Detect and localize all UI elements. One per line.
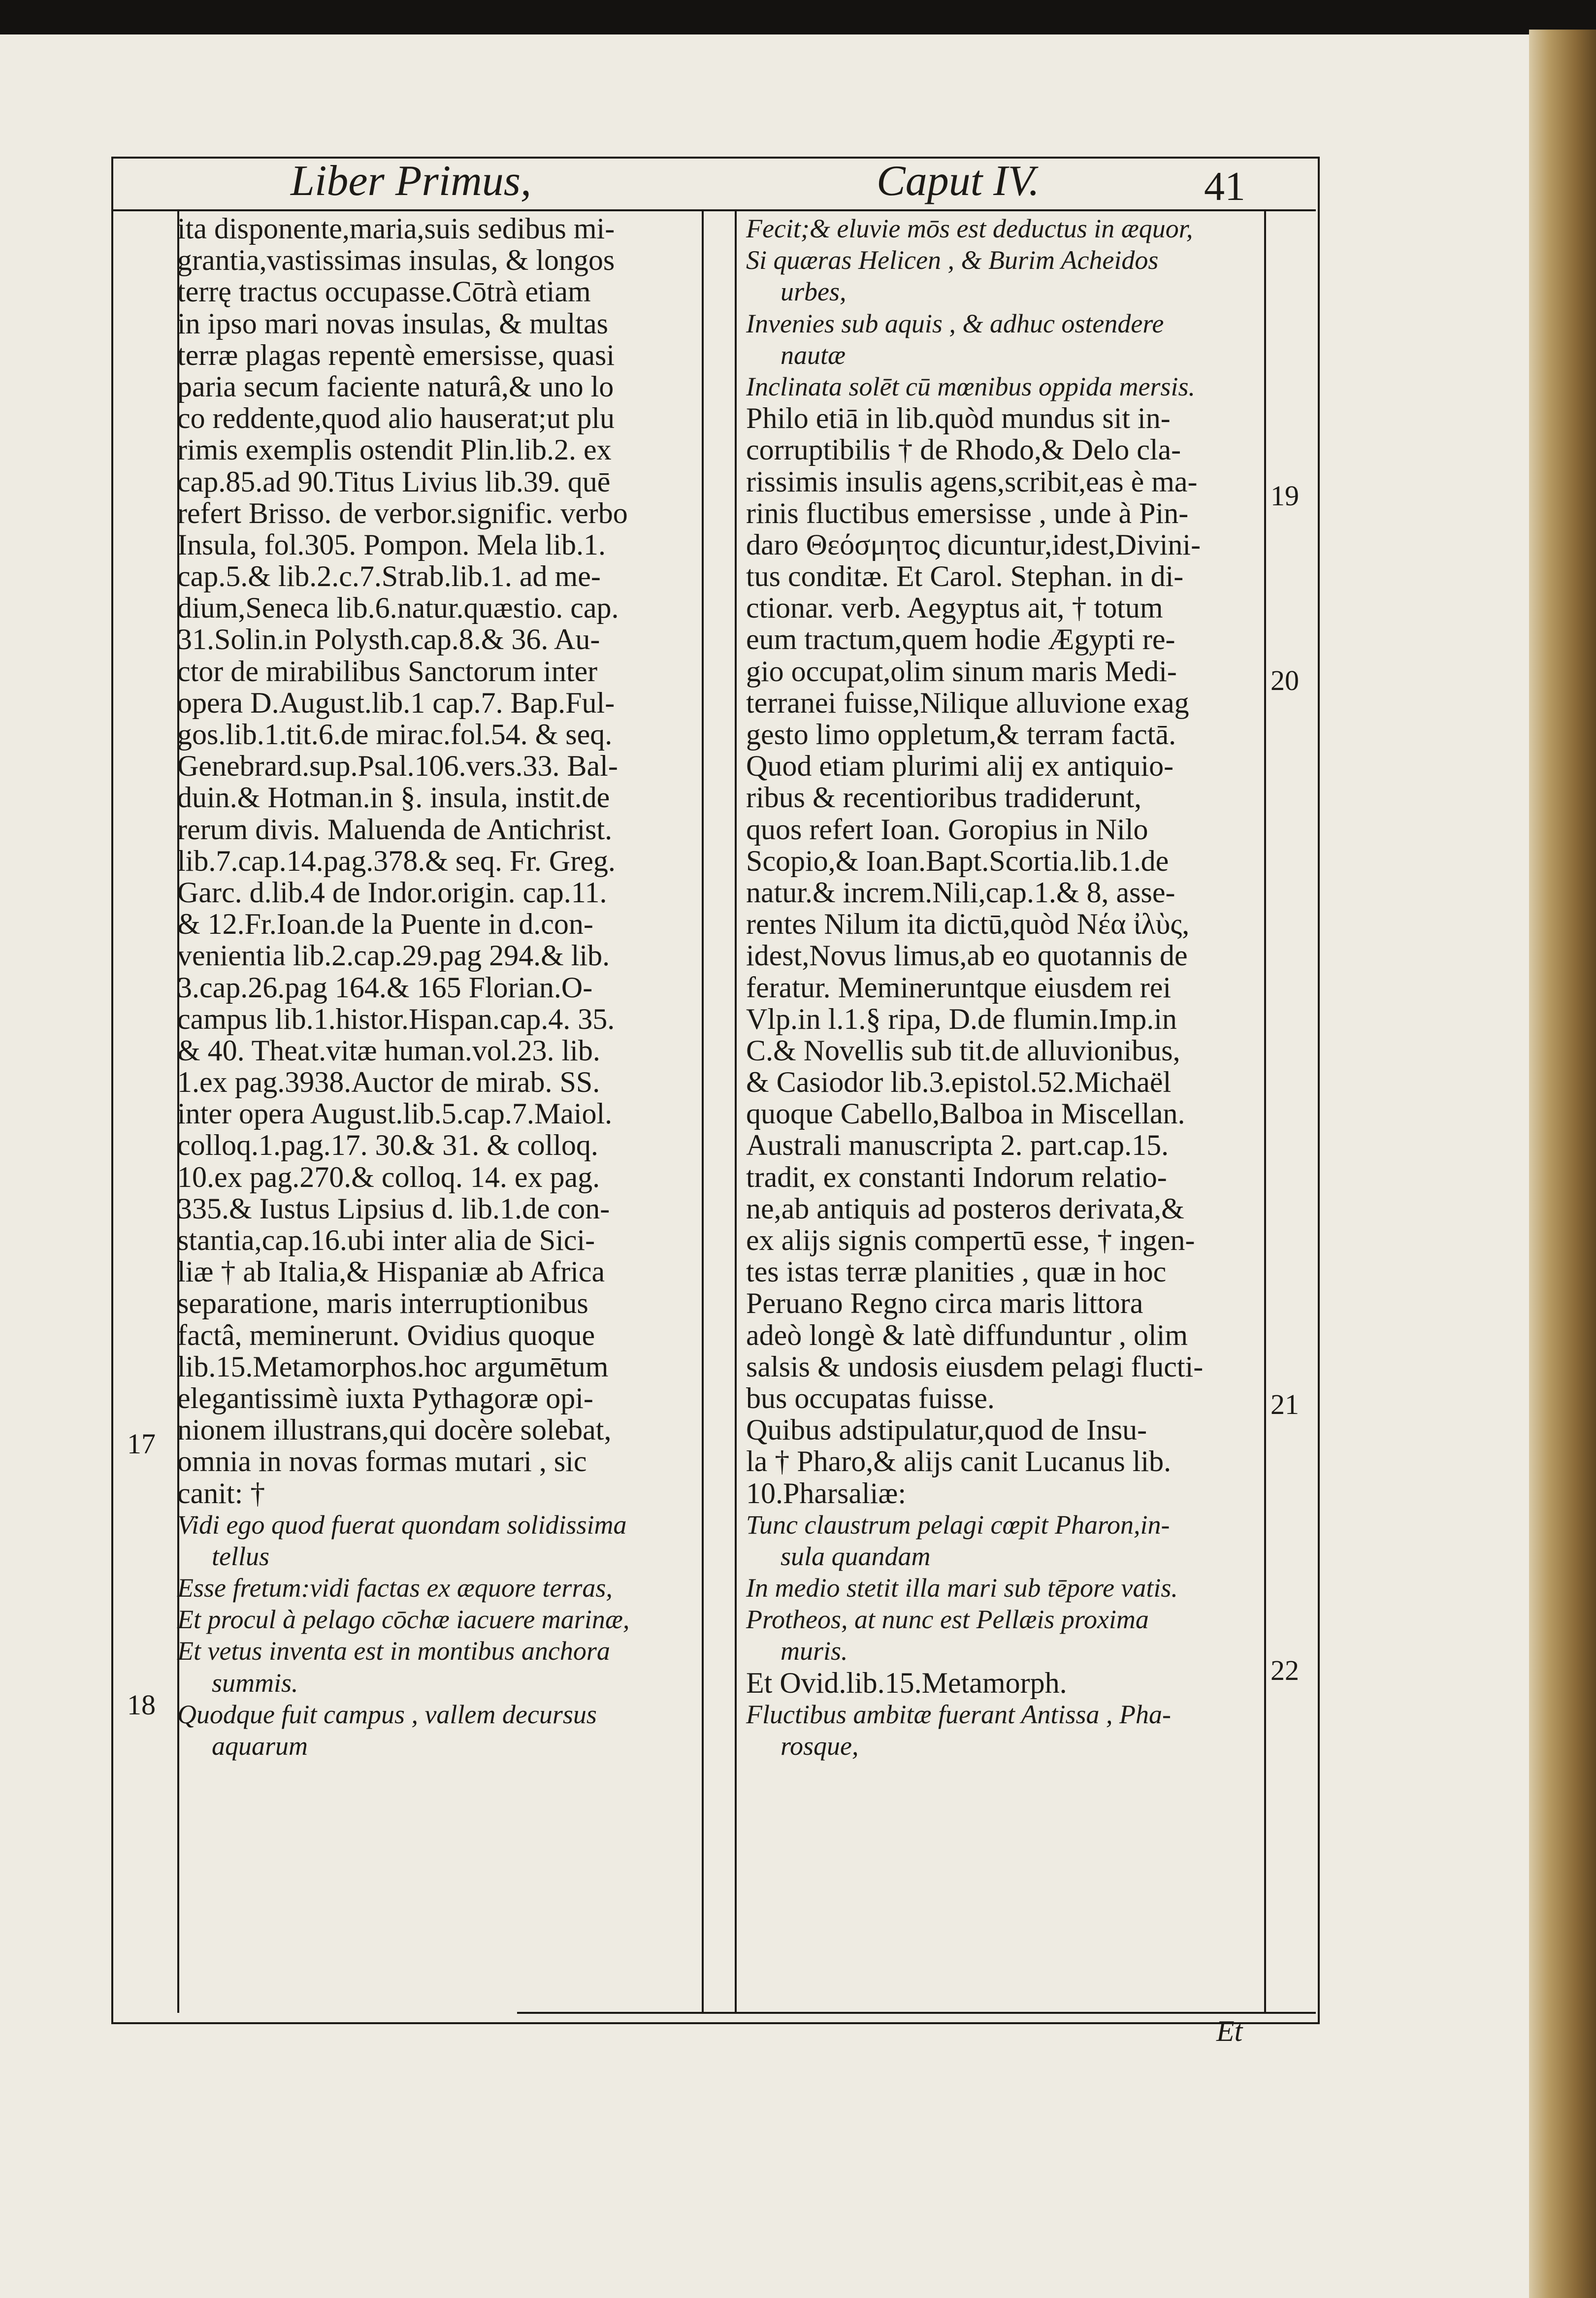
right-column-line: eum tractum,quem hodie Ægypti re-: [746, 623, 1175, 656]
margin-number-22: 22: [1270, 1654, 1299, 1686]
left-column-line: Insula, fol.305. Pompon. Mela lib.1.: [177, 528, 606, 561]
left-column-line: 3.cap.26.pag 164.& 165 Florian.O-: [177, 971, 593, 1004]
right-column-line: idest,Novus limus,ab eo quotannis de: [746, 939, 1188, 972]
right-column-line: Australi manuscripta 2. part.cap.15.: [746, 1129, 1169, 1162]
page-number: 41: [1204, 164, 1245, 209]
left-column-line: terræ plagas repentè emersisse, quasi: [177, 338, 615, 371]
right-column-line: gesto limo oppletum,& terram factā.: [746, 718, 1176, 751]
right-column-line: adeò longè & latè diffunduntur , olim: [746, 1318, 1188, 1351]
left-column: [177, 213, 699, 1762]
right-column-line: ne,ab antiquis ad posteros derivata,&: [746, 1192, 1184, 1225]
margin-number-20: 20: [1270, 664, 1299, 696]
left-column-line: ita disponente,maria,suis sedibus mi-: [177, 212, 615, 245]
right-column-line: muris.: [781, 1636, 848, 1666]
right-column-line: Peruano Regno circa maris littora: [746, 1287, 1143, 1320]
right-inner-rule: [735, 209, 737, 2013]
left-column-line: in ipso mari novas insulas, & multas: [177, 307, 608, 340]
left-column-line: Vidi ego quod fuerat quondam solidissima: [177, 1510, 627, 1540]
running-head-left: Liber Primus,: [291, 157, 531, 205]
left-column-line: Garc. d.lib.4 de Indor.origin. cap.11.: [177, 876, 607, 909]
right-column-line: feratur. Memineruntque eiusdem rei: [746, 971, 1172, 1004]
left-column-line: 1.ex pag.3938.Auctor de mirab. SS.: [177, 1066, 600, 1099]
margin-number-17: 17: [127, 1428, 156, 1460]
left-column-line: refert Brisso. de verbor.signific. verbo: [177, 496, 628, 529]
right-column-line: la † Pharo,& alijs canit Lucanus lib.: [746, 1445, 1172, 1478]
right-column-line: Fecit;& eluvie mōs est deductus in æquor,: [746, 214, 1193, 243]
left-column-line: rerum divis. Maluenda de Antichrist.: [177, 813, 613, 846]
left-column-line: elegantissimè iuxta Pythagoræ opi-: [177, 1381, 593, 1414]
left-column-line: & 40. Theat.vitæ human.vol.23. lib.: [177, 1034, 600, 1067]
right-column-line: rissimis insulis agens,scribit,eas è ma-: [746, 465, 1198, 498]
right-column-line: ctionar. verb. Aegyptus ait, † totum: [746, 591, 1163, 624]
left-column-line: terrę tractus occupasse.Cōtrà etiam: [177, 275, 591, 308]
left-column-line: lib.15.Metamorphos.hoc argumētum: [177, 1350, 609, 1383]
right-column-line: tes istas terræ planities , quæ in hoc: [746, 1255, 1167, 1288]
left-column-line: gos.lib.1.tit.6.de mirac.fol.54. & seq.: [177, 718, 613, 751]
right-column: [746, 213, 1268, 1762]
left-column-line: ctor de mirabilibus Sanctorum inter: [177, 655, 598, 688]
right-column-line: quos refert Ioan. Goropius in Nilo: [746, 813, 1148, 846]
right-column-line: gio occupat,olim sinum maris Medi-: [746, 655, 1177, 688]
right-column-line: Quibus adstipulatur,quod de Insu-: [746, 1413, 1147, 1446]
left-column-line: lib.7.cap.14.pag.378.& seq. Fr. Greg.: [177, 844, 616, 877]
right-column-line: 10.Pharsaliæ:: [746, 1477, 906, 1510]
left-column-line: co reddente,quod alio hauserat;ut plu: [177, 402, 615, 435]
right-column-line: bus occupatas fuisse.: [746, 1381, 995, 1414]
left-column-line: inter opera August.lib.5.cap.7.Maiol.: [177, 1097, 613, 1130]
right-column-line: rosque,: [781, 1731, 859, 1761]
left-column-line: omnia in novas formas mutari , sic: [177, 1445, 587, 1478]
right-column-line: rentes Nilum ita dictū,quòd Νέα ἰλὺς,: [746, 908, 1190, 941]
right-column-line: quoque Cabello,Balboa in Miscellan.: [746, 1097, 1185, 1130]
catchword: Et: [1216, 2015, 1243, 2047]
footer-rule: [517, 2012, 1316, 2014]
right-column-line: In medio stetit illa mari sub tēpore vatis.: [746, 1573, 1178, 1603]
right-column-line: Inclinata solēt cū mœnibus oppida mersis.: [746, 371, 1195, 401]
left-column-line: Esse fretum:vidi factas ex æquore terras,: [177, 1573, 613, 1603]
right-column-line: salsis & undosis eiusdem pelagi flucti-: [746, 1350, 1204, 1383]
left-column-line: colloq.1.pag.17. 30.& 31. & colloq.: [177, 1129, 598, 1162]
left-column-line: Et procul à pelago cōchæ iacuere marinæ,: [177, 1605, 630, 1635]
left-column-line: tellus: [212, 1541, 269, 1571]
left-column-line: separatione, maris interruptionibus: [177, 1287, 588, 1320]
left-column-line: dium,Seneca lib.6.natur.quæstio. cap.: [177, 591, 619, 624]
right-column-line: Fluctibus ambitæ fuerant Antissa , Pha-: [746, 1699, 1171, 1729]
left-column-line: & 12.Fr.Ioan.de la Puente in d.con-: [177, 908, 593, 941]
left-column-line: nionem illustrans,qui docère solebat,: [177, 1413, 612, 1446]
right-column-line: ex alijs signis compertū esse, † ingen-: [746, 1224, 1195, 1256]
right-column-line: tus conditæ. Et Carol. Stephan. in di-: [746, 560, 1184, 593]
right-column-line: terranei fuisse,Nilique alluvione exag: [746, 686, 1189, 719]
left-column-line: Et vetus inventa est in montibus anchora: [177, 1636, 610, 1666]
right-column-line: urbes,: [781, 277, 847, 307]
book-spine-edge: [1529, 30, 1596, 2298]
left-column-line: Quodque fuit campus , vallem decursus: [177, 1699, 597, 1729]
left-column-line: venientia lib.2.cap.29.pag 294.& lib.: [177, 939, 610, 972]
right-column-line: ribus & recentioribus tradiderunt,: [746, 781, 1142, 814]
right-column-line: daro Θεόσμητος dicuntur,idest,Divini-: [746, 528, 1201, 561]
right-column-line: Vlp.in l.1.§ ripa, D.de flumin.Imp.in: [746, 1002, 1177, 1035]
right-column-line: Invenies sub aquis , & adhuc ostendere: [746, 308, 1164, 338]
left-column-line: stantia,cap.16.ubi inter alia de Sici-: [177, 1224, 595, 1256]
left-column-line: grantia,vastissimas insulas, & longos: [177, 244, 615, 277]
left-column-line: opera D.August.lib.1 cap.7. Bap.Ful-: [177, 686, 615, 719]
running-head-center: Caput IV.: [877, 157, 1040, 205]
left-column-line: aquarum: [212, 1731, 308, 1761]
right-column-line: Et Ovid.lib.15.Metamorph.: [746, 1666, 1067, 1699]
left-column-line: paria secum faciente naturâ,& uno lo: [177, 370, 614, 403]
right-column-line: natur.& increm.Nili,cap.1.& 8, asse-: [746, 876, 1175, 909]
left-column-line: duin.& Hotman.in §. insula, instit.de: [177, 781, 610, 814]
left-column-line: 31.Solin.in Polysth.cap.8.& 36. Au-: [177, 623, 600, 656]
left-column-line: Genebrard.sup.Psal.106.vers.33. Bal-: [177, 750, 618, 783]
right-column-line: Tunc claustrum pelagi cœpit Pharon,in-: [746, 1510, 1170, 1540]
margin-number-21: 21: [1270, 1388, 1299, 1420]
margin-number-18: 18: [127, 1689, 156, 1721]
right-column-line: corruptibilis † de Rhodo,& Delo cla-: [746, 433, 1181, 466]
left-column-line: factâ, meminerunt. Ovidius quoque: [177, 1318, 595, 1351]
left-column-line: 10.ex pag.270.& colloq. 14. ex pag.: [177, 1160, 600, 1193]
left-inner-rule: [702, 209, 704, 2013]
right-column-line: Scopio,& Ioan.Bapt.Scortia.lib.1.de: [746, 844, 1169, 877]
left-column-line: liæ † ab Italia,& Hispaniæ ab Africa: [177, 1255, 605, 1288]
margin-number-19: 19: [1270, 480, 1299, 512]
left-column-line: 335.& Iustus Lipsius d. lib.1.de con-: [177, 1192, 610, 1225]
right-column-line: sula quandam: [781, 1541, 931, 1571]
right-column-line: rinis fluctibus emersisse , unde à Pin-: [746, 496, 1189, 529]
right-column-line: Protheos, at nunc est Pellæis proxima: [746, 1605, 1149, 1635]
header-rule: [111, 209, 1316, 211]
right-column-line: Philo etiā in lib.quòd mundus sit in-: [746, 402, 1171, 435]
right-column-line: Si quæras Helicen , & Burim Acheidos: [746, 245, 1159, 275]
right-column-line: tradit, ex constanti Indorum relatio-: [746, 1160, 1167, 1193]
left-column-line: canit: †: [177, 1477, 265, 1510]
left-column-line: rimis exemplis ostendit Plin.lib.2. ex: [177, 433, 612, 466]
left-column-line: campus lib.1.histor.Hispan.cap.4. 35.: [177, 1002, 615, 1035]
left-column-line: cap.85.ad 90.Titus Livius lib.39. quē: [177, 465, 611, 498]
left-column-line: summis.: [212, 1668, 298, 1698]
left-column-line: cap.5.& lib.2.c.7.Strab.lib.1. ad me-: [177, 560, 601, 593]
right-column-line: C.& Novellis sub tit.de alluvionibus,: [746, 1034, 1180, 1067]
right-column-line: Quod etiam plurimi alij ex antiquio-: [746, 750, 1174, 783]
right-column-line: nautæ: [781, 340, 846, 370]
right-column-line: & Casiodor lib.3.epistol.52.Michaël: [746, 1066, 1172, 1099]
